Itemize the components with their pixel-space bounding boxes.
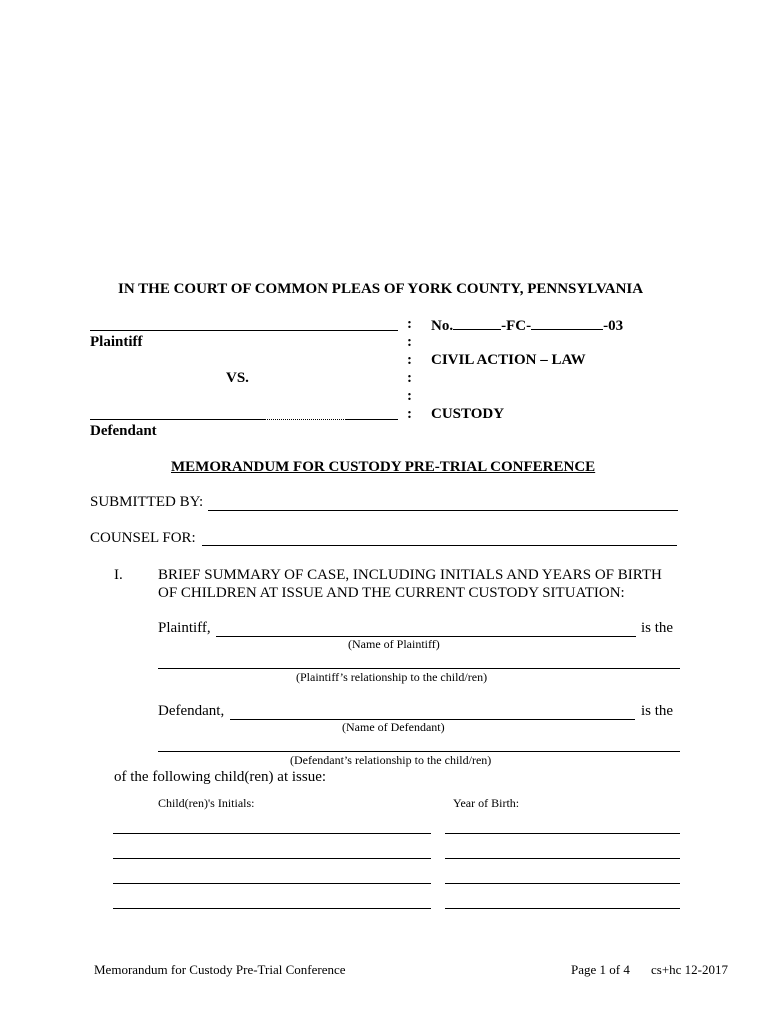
- child-year-field[interactable]: [445, 908, 680, 909]
- defendant-relationship-field[interactable]: [158, 751, 680, 752]
- year-of-birth-header: Year of Birth:: [453, 796, 520, 810]
- child-initials-field[interactable]: [113, 883, 431, 884]
- name-of-plaintiff-hint: (Name of Plaintiff): [348, 637, 440, 651]
- section-number: I.: [114, 567, 123, 583]
- caption-colon: :: [407, 316, 412, 332]
- plaintiff-is-the: is the: [641, 620, 674, 636]
- child-initials-field[interactable]: [113, 858, 431, 859]
- case-number-mid: -FC-: [501, 318, 532, 334]
- counsel-for-label: COUNSEL FOR:: [90, 530, 196, 546]
- footer-form-name: Memorandum for Custody Pre-Trial Conference: [94, 962, 346, 977]
- submitted-by-field[interactable]: [208, 510, 678, 511]
- name-of-defendant-hint: (Name of Defendant): [342, 720, 445, 734]
- civil-action-label: CIVIL ACTION – LAW: [431, 352, 586, 368]
- defendant-label: Defendant: [90, 423, 157, 439]
- footer-form-code: cs+hc 12-2017: [651, 962, 729, 977]
- case-number-prefix: No.: [431, 318, 454, 334]
- case-number-blank-1[interactable]: [453, 316, 501, 330]
- children-intro: of the following child(ren) at issue:: [114, 769, 327, 785]
- children-initials-header: Child(ren)'s Initials:: [158, 796, 255, 810]
- counsel-for-field[interactable]: [202, 545, 677, 546]
- footer-page-number: Page 1 of 4: [571, 962, 630, 977]
- submitted-by-label: SUBMITTED BY:: [90, 494, 204, 510]
- section-heading-line1: BRIEF SUMMARY OF CASE, INCLUDING INITIALS AND YEARS OF BIRTH: [158, 567, 662, 583]
- case-number: [431, 316, 623, 335]
- child-year-field[interactable]: [445, 858, 680, 859]
- defendant-name-line-c[interactable]: [346, 419, 398, 420]
- case-number-blank-2[interactable]: [531, 316, 603, 330]
- plaintiff-relationship-field[interactable]: [158, 668, 680, 669]
- plaintiff-label: Plaintiff: [90, 334, 143, 350]
- caption-colon: :: [407, 334, 412, 350]
- defendant-name-line-a[interactable]: [90, 419, 264, 420]
- defendant-name-line-b[interactable]: [264, 419, 346, 420]
- defendant-relationship-hint: (Defendant’s relationship to the child/ren): [290, 753, 492, 767]
- plaintiff-relationship-hint: (Plaintiff’s relationship to the child/ren): [296, 670, 488, 684]
- defendant-prefix: Defendant,: [158, 703, 225, 719]
- defendant-is-the: is the: [641, 703, 674, 719]
- child-initials-field[interactable]: [113, 908, 431, 909]
- caption-colon: :: [407, 388, 412, 404]
- child-initials-field[interactable]: [113, 833, 431, 834]
- child-year-field[interactable]: [445, 883, 680, 884]
- section-heading-line2: OF CHILDREN AT ISSUE AND THE CURRENT CUSTODY SITUATION:: [158, 585, 625, 601]
- child-year-field[interactable]: [445, 833, 680, 834]
- case-number-suffix: -03: [603, 318, 624, 334]
- court-title: IN THE COURT OF COMMON PLEAS OF YORK COUNTY, PENNSYLVANIA: [118, 281, 644, 297]
- caption-colon: :: [407, 352, 412, 368]
- caption-colon: :: [407, 406, 412, 422]
- plaintiff-name-line[interactable]: [90, 330, 398, 331]
- form-title: MEMORANDUM FOR CUSTODY PRE-TRIAL CONFERENCE: [171, 459, 596, 475]
- plaintiff-prefix: Plaintiff,: [158, 620, 211, 636]
- vs-label: VS.: [226, 370, 249, 386]
- caption-colon: :: [407, 370, 412, 386]
- custody-label: CUSTODY: [431, 406, 505, 422]
